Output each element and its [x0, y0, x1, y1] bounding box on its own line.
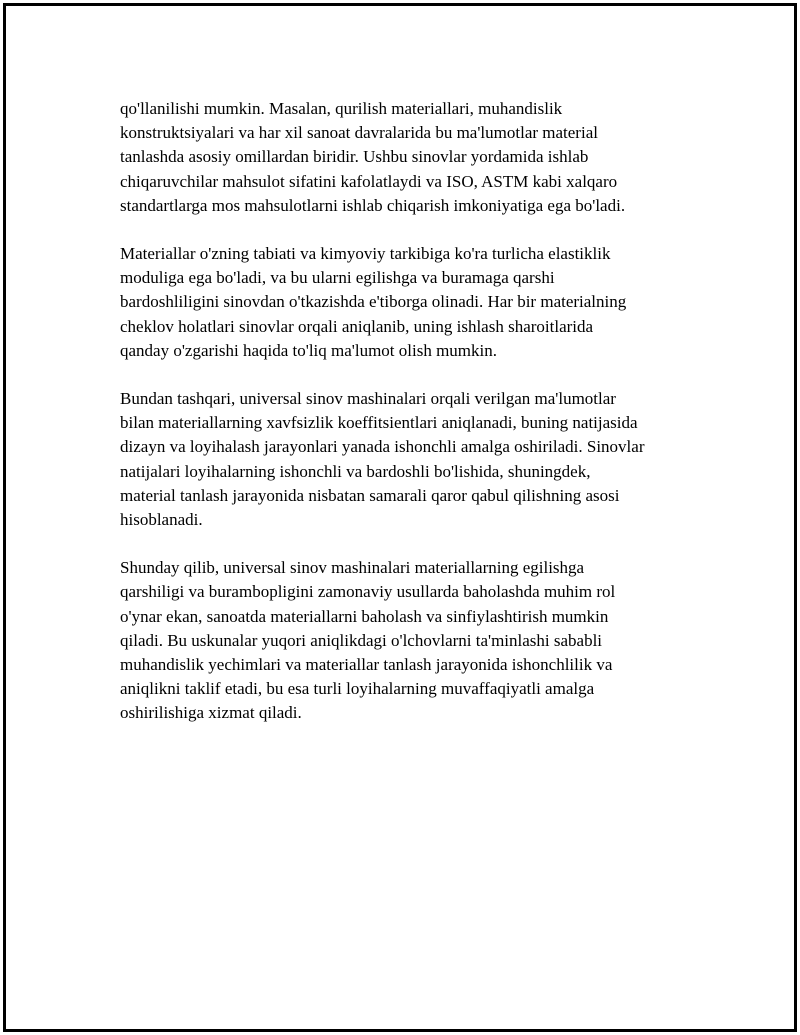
paragraph-2: Materiallar o'zning tabiati va kimyoviy tarkibiga ko'ra turlicha elastiklik moduliga ega bo'ladi, va bu ularni egilishga va buramaga qarshi bardoshliligini sinovdan o'tkazishda e'tiborga olinadi. Har bir materialning cheklov holatlari sinovlar orqali aniqlanib, uning ishlash sharoitlarida qanday o'zgarishi haqida to'liq ma'lumot olish mumkin.	[120, 244, 627, 360]
paragraph-3: Bundan tashqari, universal sinov mashinalari orqali verilgan ma'lumotlar bilan materiallarning xavfsizlik koeffitsientlari aniqlanadi, buning natijasida dizayn va loyihalash jarayonlari yanada ishonchli amalga oshiriladi. Sinovlar natijalari loyihalarning ishonchli va bardoshli bo'lishida, shuningdek, material tanlash jarayonida nisbatan samarali qaror qabul qilishning asosi hisoblanadi.	[120, 389, 645, 530]
document-body	[120, 97, 680, 750]
paragraph-4: Shunday qilib, universal sinov mashinalari materiallarning egilishga qarshiligi va burambopligini zamonaviy usullarda baholashda muhim rol o'ynar ekan, sanoatda materiallarni baholash va sinfiylashtirish mumkin qiladi. Bu uskunalar yuqori aniqlikdagi o'lchovlarni ta'minlashi sababli muhandislik yechimlari va materiallar tanlash jarayonida ishonchlilik va aniqlikni taklif etadi, bu esa turli loyihalarning muvaffaqiyatli amalga oshirilishiga xizmat qiladi.	[120, 558, 616, 723]
paragraph-1: qo'llanilishi mumkin. Masalan, qurilish materiallari, muhandislik konstruktsiyalari va har xil sanoat davralarida bu ma'lumotlar material tanlashda asosiy omillardan biridir. Ushbu sinovlar yordamida ishlab chiqaruvchilar mahsulot sifatini kafolatlaydi va ISO, ASTM kabi xalqaro standartlarga mos mahsulotlarni ishlab chiqarish imkoniyatiga ega bo'ladi.	[120, 99, 626, 215]
document-page	[3, 3, 797, 1032]
